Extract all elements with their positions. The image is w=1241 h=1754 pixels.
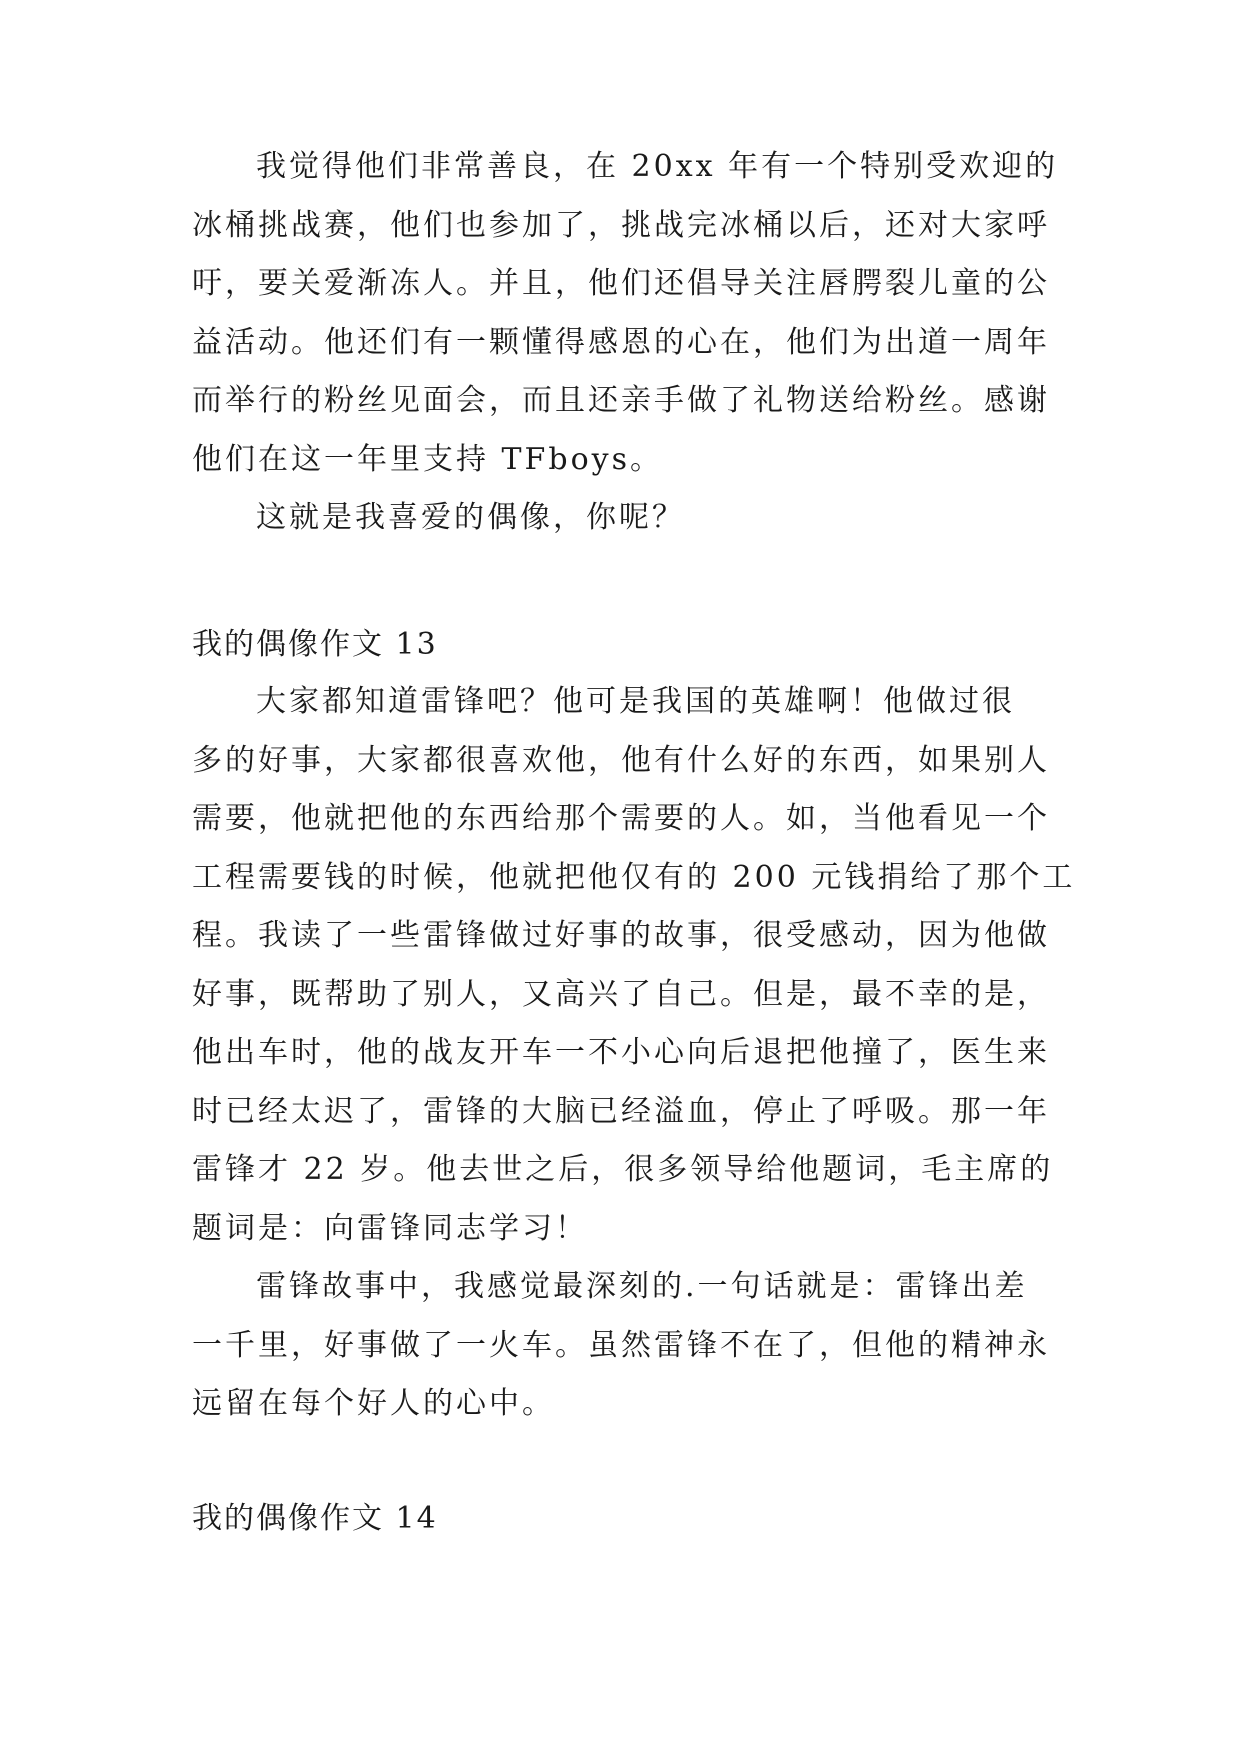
text-line: 冰桶挑战赛，他们也参加了，挑战完冰桶以后，还对大家呼 xyxy=(192,207,1050,243)
section-heading: 我的偶像作文 14 xyxy=(192,1501,438,1536)
paragraph-leifeng-story xyxy=(192,673,1076,1258)
text-line: 益活动。他还们有一颗懂得感恩的心在，他们为出道一周年 xyxy=(192,324,1050,360)
text-line: 时已经太迟了，雷锋的大脑已经溢血，停止了呼吸。那一年 xyxy=(192,1093,1050,1129)
text-line: 多的好事，大家都很喜欢他，他有什么好的东西，如果别人 xyxy=(192,742,1050,778)
text-line: 雷锋故事中，我感觉最深刻的.一句话就是：雷锋出差 xyxy=(256,1269,1028,1304)
text-line: 一千里，好事做了一火车。虽然雷锋不在了，但他的精神永 xyxy=(192,1327,1050,1363)
text-line: 我觉得他们非常善良，在 20xx 年有一个特别受欢迎的 xyxy=(256,149,1059,184)
paragraph-leifeng-quote xyxy=(192,1258,1052,1434)
text-line: 他们在这一年里支持 TFboys。 xyxy=(192,441,663,477)
section-heading: 我的偶像作文 13 xyxy=(192,627,438,662)
paragraph-idol-kindness xyxy=(192,138,1059,489)
essay-14-title xyxy=(192,1490,1052,1548)
text-line: 大家都知道雷锋吧？他可是我国的英雄啊！他做过很 xyxy=(256,684,1015,719)
text-line: 雷锋才 22 岁。他去世之后，很多领导给他题词，毛主席的 xyxy=(192,1152,1054,1187)
text-line: 好事，既帮助了别人，又高兴了自己。但是，最不幸的是， xyxy=(192,976,1050,1012)
text-line: 程。我读了一些雷锋做过好事的故事，很受感动，因为他做 xyxy=(192,918,1050,953)
text-line: 而举行的粉丝见面会，而且还亲手做了礼物送给粉丝。感谢 xyxy=(192,383,1050,418)
essay-13-title xyxy=(192,616,1052,674)
text-line: 这就是我喜爱的偶像，你呢？ xyxy=(256,500,685,535)
paragraph-closing-question xyxy=(192,489,1052,548)
text-line: 工程需要钱的时候，他就把他仅有的 200 元钱捐给了那个工 xyxy=(192,859,1076,895)
text-line: 吁，要关爱渐冻人。并且，他们还倡导关注唇腭裂儿童的公 xyxy=(192,266,1050,301)
text-line: 远留在每个好人的心中。 xyxy=(192,1386,555,1421)
text-line: 需要，他就把他的东西给那个需要的人。如，当他看见一个 xyxy=(192,801,1050,836)
text-line: 他出车时，他的战友开车一不小心向后退把他撞了，医生来 xyxy=(192,1035,1050,1070)
text-line: 题词是：向雷锋同志学习！ xyxy=(192,1210,588,1246)
